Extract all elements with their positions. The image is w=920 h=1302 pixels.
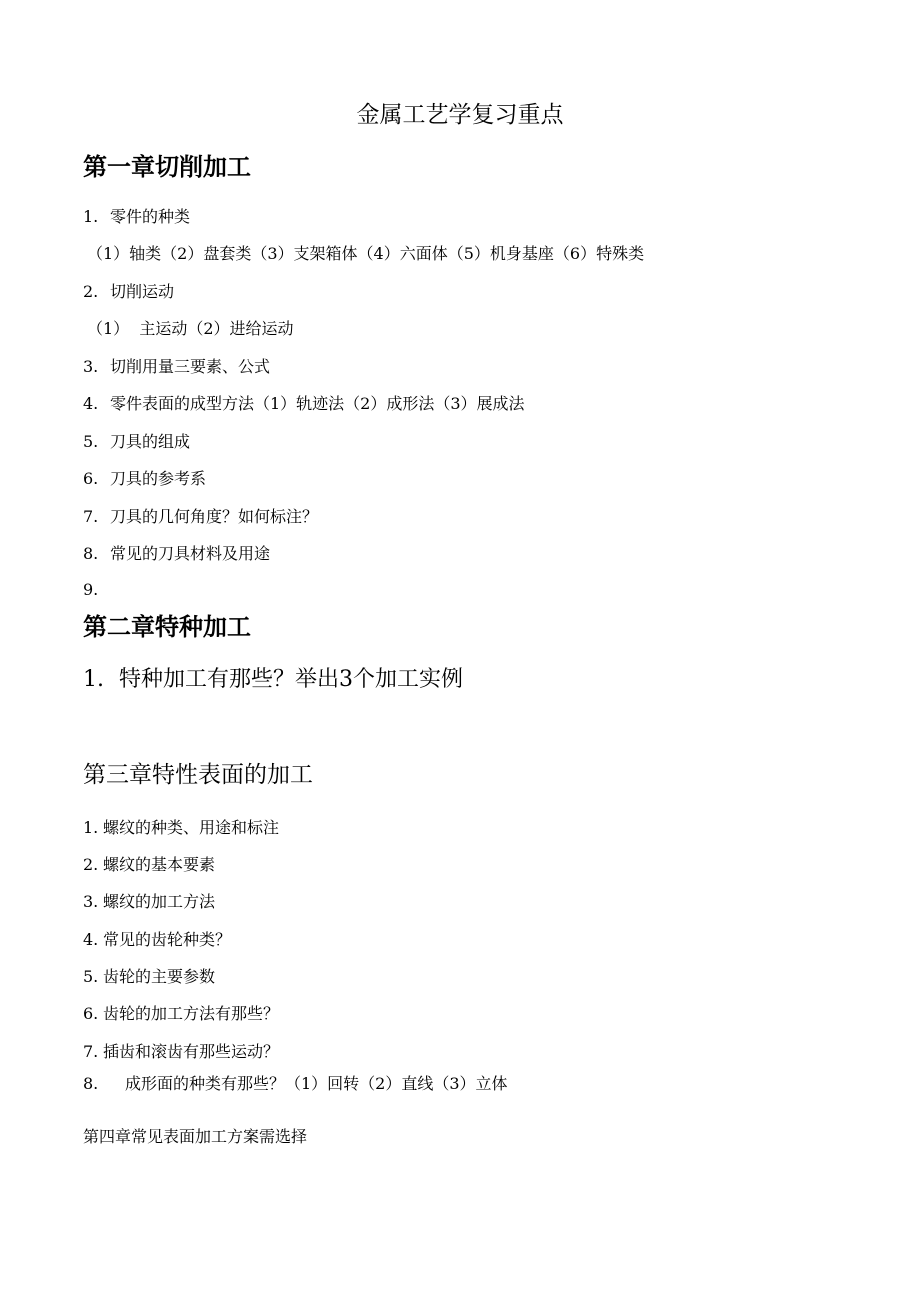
item-text: 刀具的组成 <box>110 432 191 451</box>
item-number: 3. <box>83 892 99 911</box>
item-number: 4. <box>83 930 99 949</box>
chapter1-item-2-detail <box>87 321 294 337</box>
item-text: 常见的刀具材料及用途 <box>110 544 271 563</box>
chapter3-item-4 <box>83 932 231 948</box>
item-number: 8. <box>83 1074 99 1093</box>
item-number: 5. <box>83 432 99 451</box>
item-text: （1）轴类（2）盘套类（3）支架箱体（4）六面体（5）机身基座（6）特殊类 <box>87 244 645 263</box>
item-text: 齿轮的主要参数 <box>103 967 216 986</box>
item-number: 9. <box>83 580 99 599</box>
chapter1-item-6 <box>83 471 206 487</box>
item-number: 2. <box>83 282 99 301</box>
item-text: （1） 主运动（2）进给运动 <box>87 319 294 338</box>
chapter4-heading: 第四章常见表面加工方案需选择 <box>83 1127 308 1146</box>
chapter1-item-2 <box>83 284 174 300</box>
item-number: 1. <box>83 667 104 692</box>
chapter1-item-7 <box>83 509 318 525</box>
item-number: 6. <box>83 1004 99 1023</box>
chapter1-item-5 <box>83 434 190 450</box>
item-text: 插齿和滚齿有那些运动？ <box>103 1042 280 1061</box>
item-text: 螺纹的基本要素 <box>103 855 216 874</box>
item-number: 6. <box>83 469 99 488</box>
chapter1-item-8 <box>83 546 270 562</box>
item-number: 2. <box>83 855 99 874</box>
item-text: 常见的齿轮种类？ <box>103 930 232 949</box>
chapter3-item-7 <box>83 1044 279 1060</box>
chapter3-item-8 <box>83 1076 508 1092</box>
item-text: 螺纹的种类、用途和标注 <box>103 818 280 837</box>
chapter2-heading: 第二章特种加工 <box>83 613 251 641</box>
chapter3-item-3 <box>83 894 215 910</box>
chapter3-item-1 <box>83 820 279 836</box>
item-number: 5. <box>83 967 99 986</box>
item-text: 切削用量三要素、公式 <box>110 357 271 376</box>
item-number: 7. <box>83 507 99 526</box>
item-number: 8. <box>83 544 99 563</box>
chapter3-item-6 <box>83 1006 279 1022</box>
item-text: 刀具的参考系 <box>110 469 207 488</box>
chapter3-item-2 <box>83 857 215 873</box>
item-text: 零件表面的成型方法（1）轨迹法（2）成形法（3）展成法 <box>110 394 525 413</box>
item-number: 1. <box>83 207 99 226</box>
chapter1-item-4 <box>83 396 525 412</box>
item-text: 刀具的几何角度？如何标注？ <box>110 507 319 526</box>
item-text: 螺纹的加工方法 <box>103 892 216 911</box>
item-number: 7. <box>83 1042 99 1061</box>
chapter1-item-9 <box>83 582 110 598</box>
document-title: 金属工艺学复习重点 <box>356 102 564 128</box>
chapter1-heading: 第一章切削加工 <box>83 153 251 181</box>
item-text: 特种加工有那些？举出3个加工实例 <box>119 667 463 692</box>
chapter3-item-5 <box>83 969 215 985</box>
item-text: 切削运动 <box>110 282 175 301</box>
item-text: 零件的种类 <box>110 207 191 226</box>
chapter1-item-1 <box>83 209 190 225</box>
chapter1-item-3 <box>83 359 270 375</box>
item-text: 齿轮的加工方法有那些？ <box>103 1004 280 1023</box>
item-number: 4. <box>83 394 99 413</box>
chapter2-item-1 <box>83 669 463 691</box>
item-text: 成形面的种类有那些？（1）回转（2）直线（3）立体 <box>125 1074 508 1093</box>
chapter1-item-1-detail <box>87 246 644 262</box>
item-number: 3. <box>83 357 99 376</box>
item-number: 1. <box>83 818 99 837</box>
chapter3-heading: 第三章特性表面的加工 <box>83 762 313 788</box>
